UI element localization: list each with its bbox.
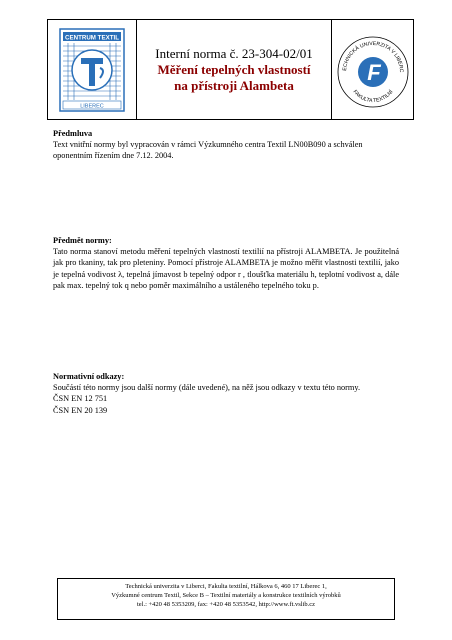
- logo-top-text: CENTRUM TEXTIL: [65, 34, 119, 42]
- document-header: [47, 19, 414, 120]
- paragraph: Součástí této normy jsou další normy (dále uvedené), na něž jsou odkazy v textu této normy.: [53, 383, 361, 393]
- list-item: ČSN EN 12 751: [53, 394, 108, 404]
- norm-number: Interní norma č. 23-304-02/01: [155, 45, 313, 61]
- footer-line: Technická univerzita v Liberci, Fakulta textilní, Hálkova 6, 460 17 Liberec 1,: [125, 583, 327, 590]
- section-normativni-odkazy: [53, 371, 399, 416]
- technicka-univerzita-seal-icon: [332, 20, 413, 119]
- paragraph-line: oponentním řízením dne 7.12. 2004.: [53, 151, 174, 161]
- seal-arc-top-text: ECHNICKÁ UNIVERZITA V LIBERC: [341, 40, 405, 73]
- paragraph-line: Text vnitřní normy byl vypracován v rámci Výzkumného centra Textil LN00B090 a schválen: [53, 140, 363, 150]
- norm-title-line-1: Měření tepelných vlastností: [157, 61, 311, 77]
- section-heading: Předmluva: [53, 129, 93, 138]
- footer-line: tel.: +420 48 5353209, fax: +420 48 5353542, http://www.ft.vslib.cz: [136, 601, 316, 608]
- centrum-textil-logo-box: [48, 20, 137, 119]
- tul-seal-box: [331, 20, 413, 119]
- norm-title-line-2: na přístroji Alambeta: [174, 77, 294, 93]
- seal-arc-bottom-text: FAKULTA TEXTILNÍ: [351, 89, 395, 105]
- section-heading: Normativní odkazy:: [53, 372, 125, 381]
- footer-line: Výzkumné centrum Textil, Sekce B – Textilní materiály a konstrukce textilních výrobků: [111, 592, 341, 599]
- section-predmet-normy: [53, 235, 399, 291]
- seal-center-letter: F: [367, 60, 381, 85]
- logo-bottom-text: LIBEREC: [80, 103, 104, 110]
- list-item: ČSN EN 20 139: [53, 405, 108, 415]
- svg-text:FAKULTA TEXTILNÍ: [352, 88, 395, 104]
- paragraph: Tato norma stanoví metodu měření tepelných vlastností textilií na přístroji ALAMBETA. Je použitelná jak pro tkaniny, tak pro pleteniny. Pomocí přístroje ALAMBETA je možno měřit vlastnosti textilií, jako je tepelná vodivost λ, tepelná jímavost b tepelný odpor r , tloušťka materiálu h, teplotní vodivost a, dále pak max. tepelný tok q nebo poměr maximálního a ustáleného tepelného toku p.: [53, 247, 399, 290]
- section-heading: Předmět normy:: [53, 236, 112, 245]
- document-title: [136, 20, 332, 119]
- document-footer: [57, 578, 395, 620]
- centrum-textil-logo-icon: [48, 20, 136, 119]
- section-predmluva: [53, 128, 399, 162]
